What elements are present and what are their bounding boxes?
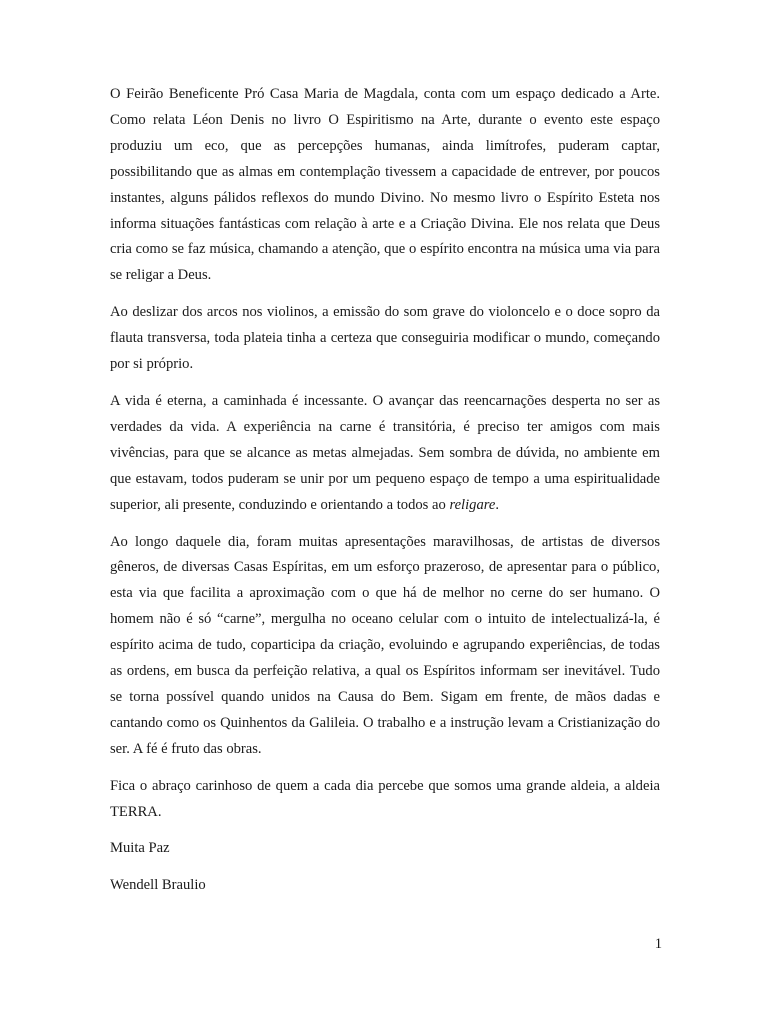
signature: Wendell Braulio (110, 877, 206, 894)
religare-emphasis: religare (449, 496, 496, 513)
paragraph-1: O Feirão Beneficente Pró Casa Maria de Magdala, conta com um espaço dedicado a Arte. Como relata Léon Denis no livro O Espiritismo na Arte, durante o evento este espaço produziu um eco, que as percepções humanas, ainda limítrofes, puderam captar, possibilitando que as almas em contemplação tivessem a capacidade de entrever, por poucos instantes, alguns pálidos reflexos do mundo Divino. No mesmo livro o Espírito Esteta nos informa situações fantásticas com relação à arte e a Criação Divina. Ele nos relata que Deus cria como se faz música, chamando a atenção, que o espírito encontra na música uma via para se religar a Deus. (110, 86, 660, 284)
paragraph-3 (110, 389, 660, 519)
paragraph-3-text: A vida é eterna, a caminhada é incessante. O avançar das reencarnações desperta no ser as verdades da vida. A experiência na carne é transitória, é preciso ter amigos com mais vivências, para que se alcance as metas almejadas. Sem sombra de dúvida, no ambiente em que estavam, todos puderam se unir por um pequeno espaço de tempo a uma espiritualidade superior, ali presente, conduzindo e orientando a todos ao (110, 392, 660, 513)
paragraph-5: Fica o abraço carinhoso de quem a cada dia percebe que somos uma grande aldeia, a aldeia TERRA. (110, 777, 660, 820)
document-body (110, 82, 660, 910)
paragraph-2: Ao deslizar dos arcos nos violinos, a emissão do som grave do violoncelo e o doce sopro da flauta transversa, toda plateia tinha a certeza que conseguiria modificar o mundo, começando por si próprio. (110, 304, 660, 373)
paragraph-3-end: . (495, 496, 500, 513)
paragraph-4: Ao longo daquele dia, foram muitas apresentações maravilhosas, de artistas de diversos gêneros, de diversas Casas Espíritas, em um esforço prazeroso, de apresentar para o público, esta via que facilita a aproximação com o que há de melhor no cerne do ser humano. O homem não é só “carne”, mergulha no oceano celular com o intuito de intelectualizá-la, é espírito acima de tudo, coparticipa da criação, evoluindo e agrupando experiências, de todas as ordens, em busca da perfeição relativa, a qual os Espíritos informam ser inevitável. Tudo se torna possível quando unidos na Causa do Bem. Sigam em frente, de mãos dadas e cantando como os Quinhentos da Galileia. O trabalho e a instrução levam a Cristianização do ser. A fé é fruto das obras. (110, 533, 660, 757)
page-number: 1 (654, 936, 662, 952)
closing-text: Muita Paz (110, 840, 170, 857)
